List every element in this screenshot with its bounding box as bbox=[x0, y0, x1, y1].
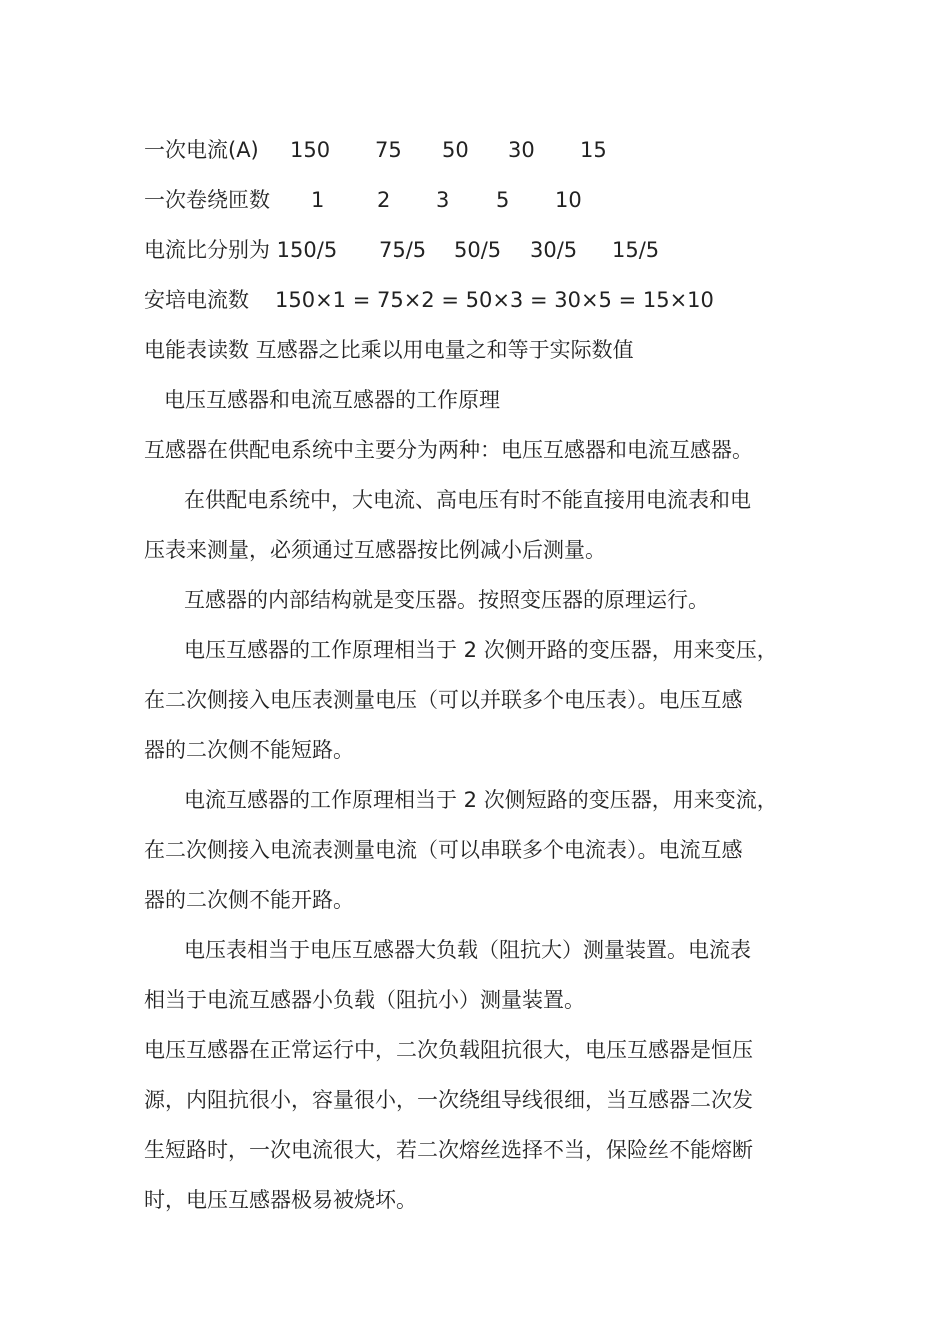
meter-reading-text: 电能表读数 互感器之比乘以用电量之和等于实际数值 bbox=[144, 338, 634, 362]
table-cell: 50/5 bbox=[454, 238, 502, 262]
paragraph-line: 压表来测量，必须通过互感器按比例减小后测量。 bbox=[144, 538, 606, 562]
paragraph-line: 器的二次侧不能短路。 bbox=[144, 738, 354, 762]
table-row-current-ratio bbox=[144, 236, 844, 264]
paragraph-line: 互感器在供配电系统中主要分为两种：电压互感器和电流互感器。 bbox=[144, 438, 753, 462]
table-cell: 30 bbox=[508, 138, 535, 162]
paragraph-line: 电压互感器的工作原理相当于 2 次侧开路的变压器，用来变压， bbox=[184, 638, 778, 662]
row-label: 一次电流(A) bbox=[144, 138, 259, 162]
paragraph-line: 时，电压互感器极易被烧坏。 bbox=[144, 1188, 417, 1212]
paragraph-line: 电压互感器在正常运行中，二次负载阻抗很大，电压互感器是恒压 bbox=[144, 1038, 753, 1062]
table-cell: 5 bbox=[496, 188, 510, 212]
paragraph-line: 在供配电系统中，大电流、高电压有时不能直接用电流表和电 bbox=[184, 488, 751, 512]
table-cell: 2 bbox=[377, 188, 391, 212]
paragraph-line: 电压表相当于电压互感器大负载（阻抗大）测量装置。电流表 bbox=[184, 938, 751, 962]
paragraph-line: 在二次侧接入电流表测量电流（可以串联多个电流表）。电流互感 bbox=[144, 838, 743, 862]
table-cell: 15/5 bbox=[612, 238, 660, 262]
table-row-primary-current bbox=[144, 136, 844, 164]
paragraph-line: 在二次侧接入电压表测量电压（可以并联多个电压表）。电压互感 bbox=[144, 688, 743, 712]
table-cell: 150 bbox=[290, 138, 331, 162]
paragraph-line: 电流互感器的工作原理相当于 2 次侧短路的变压器，用来变流， bbox=[184, 788, 778, 812]
table-row-ampere-turns bbox=[144, 286, 844, 314]
row-label: 一次卷绕匝数 bbox=[144, 188, 270, 212]
paragraph-line: 互感器的内部结构就是变压器。按照变压器的原理运行。 bbox=[184, 588, 709, 612]
paragraph-line: 生短路时，一次电流很大，若二次熔丝选择不当，保险丝不能熔断 bbox=[144, 1138, 753, 1162]
paragraph-line: 相当于电流互感器小负载（阻抗小）测量装置。 bbox=[144, 988, 585, 1012]
ampere-turns-formula: 150×1 = 75×2 = 50×3 = 30×5 = 15×10 bbox=[275, 288, 714, 312]
table-cell: 10 bbox=[555, 188, 582, 212]
section-title: 电压互感器和电流互感器的工作原理 bbox=[164, 388, 500, 412]
paragraph-line: 源，内阻抗很小，容量很小，一次绕组导线很细，当互感器二次发 bbox=[144, 1088, 753, 1112]
row-label: 电流比分别为 150/5 bbox=[144, 238, 338, 262]
table-cell: 50 bbox=[442, 138, 469, 162]
paragraph-line: 器的二次侧不能开路。 bbox=[144, 888, 354, 912]
table-cell: 3 bbox=[436, 188, 450, 212]
table-cell: 30/5 bbox=[530, 238, 578, 262]
table-cell: 15 bbox=[580, 138, 607, 162]
table-cell: 1 bbox=[311, 188, 325, 212]
table-cell: 75/5 bbox=[379, 238, 427, 262]
table-cell: 75 bbox=[375, 138, 402, 162]
row-label: 安培电流数 bbox=[144, 288, 249, 312]
table-row-primary-turns bbox=[144, 186, 844, 214]
